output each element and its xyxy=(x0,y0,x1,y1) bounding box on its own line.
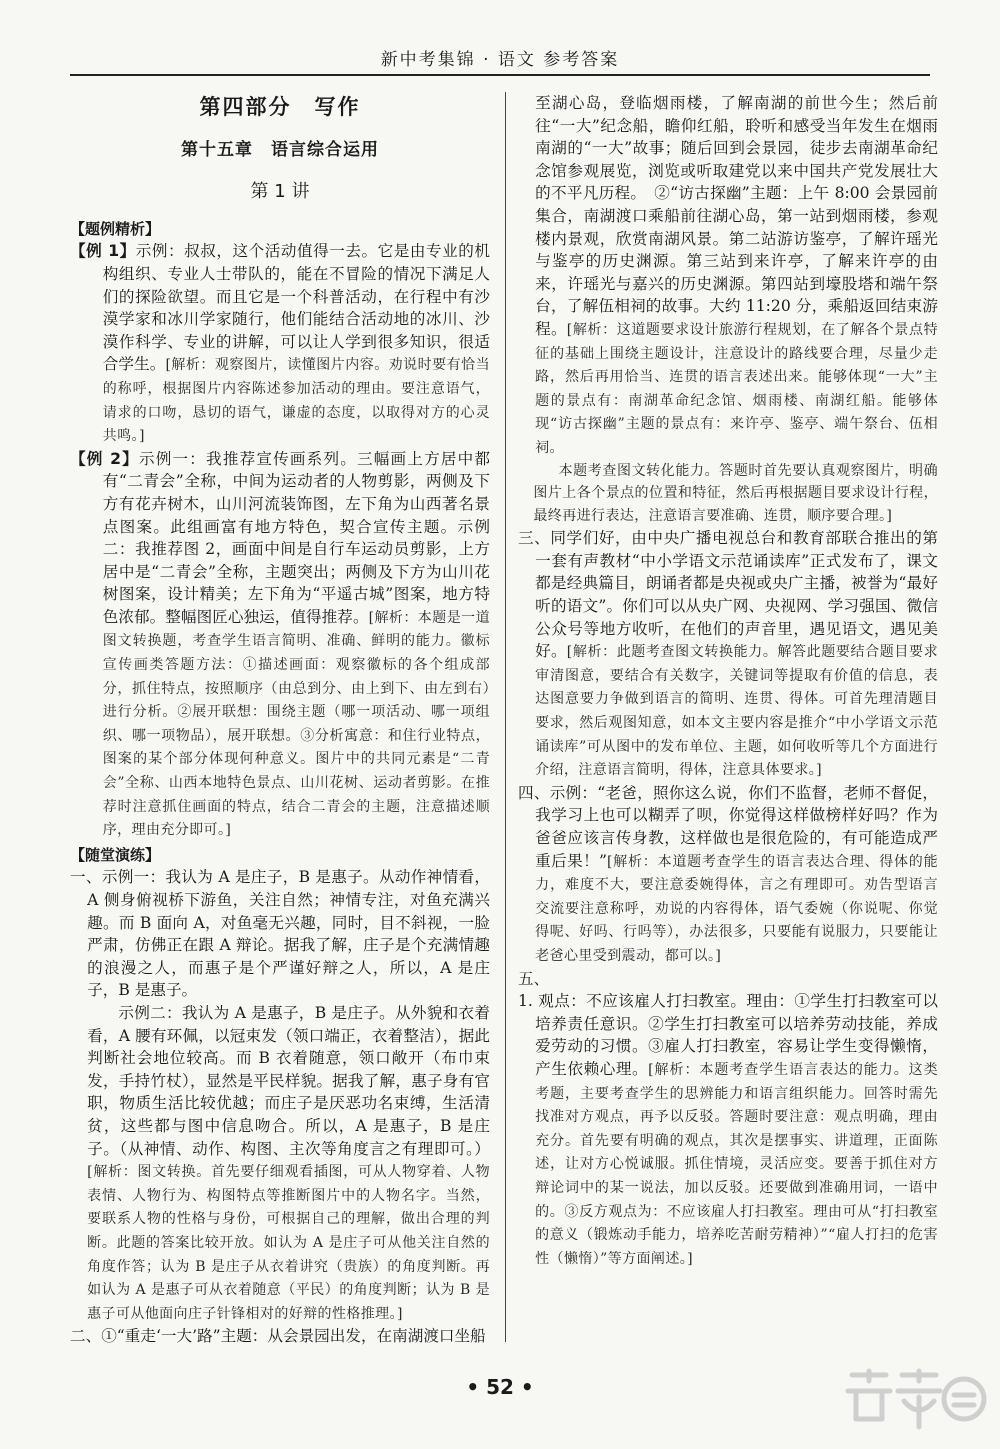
chapter-title: 第十五章 语言综合运用 xyxy=(181,139,379,160)
header-title: 新中考集锦 · 语文 参考答案 xyxy=(380,50,620,70)
section-heading-practice: 【随堂演练】 xyxy=(70,845,161,864)
question-5 xyxy=(518,990,938,1270)
lesson-title: 第 1 讲 xyxy=(250,181,310,203)
example-2-text: 示例一：我推荐宣传画系列。三幅画上方居中都有“二青会”全称，中间为运动者的人物剪影，两侧及下方有花卉树木，山川河流装饰图，左下角为山西著名景点图案。此组画富有地方特色，契合宣传主题。示例二：我推荐图 2，画面中间是自行车运动员剪影，上方居中是“二青会”全称，主题突出；两侧及下方为山川花树图案，设计精美；左下角为“平遥古城”图案，地方特色浓郁。整幅图匠心独运，值得推荐。 xyxy=(102,449,490,626)
question-4-analysis: [解析：本道题考查学生的语言表达合理、得体的能力，难度不大，要注意委婉得体，言之有理即可。劝告型语言交流要注意称呼，劝说的内容得体，语气委婉（你说呢、你觉得呢、好吗、行吗等），办法很多，只要能有说服力，只要能让老爸心里受到震动，都可以。] xyxy=(535,853,938,964)
question-1-text: 一、示例一：我认为 A 是庄子，B 是惠子。从动作神情看，A 侧身俯视桥下游鱼，关注自然；神情专注，对鱼充满兴趣。而 B 面向 A，对鱼毫无兴趣，同时，目不斜视，一脸严肃，仿佛正在跟 A 辩论。据我了解，庄子是个充满情趣的浪漫之人，而惠子是个严谨好辩之人，所以，A 是庄子，B 是惠子。 xyxy=(70,868,490,1000)
question-1-example-2 xyxy=(70,1002,490,1325)
question-5-analysis: [解析：本题考查学生语言表达的能力。这类考题，主要考查学生的思辨能力和语言组织能力。回答时需先找准对方观点，再予以反驳。答题时要注意：观点明确，理由充分。首先要有明确的观点，其次是摆事实、讲道理，正面陈述，让对方心悦诚服。抓住情境，灵活应变。要善于抓住对方辩论词中的某一说法，加以反驳。还要做到准确用词，一语中的。③反方观点为：不应该雇人打扫教室。理由可从“打扫教室的意义（锻炼动手能力，培养吃苦耐劳精神）”“雇人打扫的危害性（懒惰）”等方面阐述。] xyxy=(535,1061,938,1267)
question-3-text: 三、同学们好，由中央广播电视总台和教育部联合推出的第一套有声教材“中小学语文示范诵读库”正式发布了，课文都是经典篇目，朗诵者都是央视或央广主播，被誉为“最好听的语文”。你们可以从央广网、央视网、学习强国、微信公众号等地方收听，在他们的声音里，遇见语文，遇见美好。 xyxy=(518,529,938,661)
example-2 xyxy=(70,448,490,842)
question-3-analysis: [解析：此题考查图文转换能力。解答此题要结合题目要求审清图意，要结合有关数字，关键词等提取有价值的信息，表达图意要力争做到语言的简明、连贯、得体。可首先理清题目要求，然后观图知意，如本文主要内容是推介“中小学语文示范诵读库”可从图中的发布单位、主题，如何收听等几个方面进行介绍，注意语言简明，得体，注意具体要求。] xyxy=(535,644,938,779)
page-number: • 52 • xyxy=(466,1375,534,1399)
question-2-continued-text: 至湖心岛，登临烟雨楼，了解南湖的前世今生；然后前往“一大”纪念船，瞻仰红船，聆听和感受当年发生在烟雨南湖的“一大”故事；随后回到会景园，徒步去南湖革命纪念馆参观展览，浏览或听取建党以来中国共产党发展壮大的不平凡历程。 ②“访古探幽”主题：上午 8:00 会景园前集合，南湖渡口乘船前往湖心岛，第一站到烟雨楼，参观楼内景观，欣赏南湖风景。第二站游访鉴亭，了解许瑶光与鉴亭的历史渊源。第三站到来许亭，了解来许亭的由来，许瑶光与嘉兴的历史渊源。第四站到壕股塔和端午祭台，了解伍相祠的故事。大约 11:20 分，乘船返回结束游程。 xyxy=(535,94,938,338)
column-divider xyxy=(505,92,506,1342)
question-2-start xyxy=(70,1325,490,1348)
question-3 xyxy=(518,527,938,782)
question-1 xyxy=(70,866,490,1002)
question-1-analysis: [解析：图文转换。首先要仔细观看插图，可从人物穿着、人物表情、人物行为、构图特点等推断图片中的人物名字。当然，要联系人物的性格与身份，可根据自己的理解，做出合理的判断。此题的答案比较开放。如认为 A 是庄子可从他关注自然的角度作答；认为 B 是庄子从衣着讲究（贵族）的角度判断。再如认为 A 是惠子可从衣着随意（平民）的角度判断；认为 B 是惠子可从他面向庄子针锋相对的好辩的性格推理。] xyxy=(87,1164,490,1322)
right-column xyxy=(518,92,938,1270)
question-4-text: 四、示例：“老爸，照你这么说，你们不监督，老师不督促，我学习上也可以糊弄了呗，你觉得这样做榜样好吗？作为爸爸应该言传身教，这样做也是很危险的，有可能造成严重后果！” xyxy=(518,783,938,870)
example-1-text: 示例：叔叔，这个活动值得一去。它是由专业的机构组织、专业人士带队的，能在不冒险的情况下满足人们的探险欲望。而且它是一个科普活动，在行程中有沙漠学家和冰川学家随行，他们能结合活动地的冰川、沙漠作科学、专业的讲解，可以让人学到很多知识，很适合学生。 xyxy=(102,242,490,374)
question-1-text-2: 示例二：我认为 A 是惠子，B 是庄子。从外貌和衣着看，A 腰有环佩，以冠束发（领口端正，衣着整洁），据此判断社会地位较高。而 B 衣着随意，领口敞开（布巾束发，手持竹杖），显然是平民样貌。据我了解，惠子身有官职，物质生活比较优越；而庄子是厌恶功名束缚，生活清贫，这些都与图中信息吻合。所以，A 是惠子，B 是庄子。（从神情、动作、构图、主次等角度言之有理即可。） xyxy=(87,1003,490,1158)
question-2-analysis-2: 本题考查图文转化能力。答题时首先要认真观察图片，明确图片上各个景点的位置和特征，然后再根据题目要求设计行程，最终再进行表达，注意语言要准确、连贯，顺序要合理。] xyxy=(533,462,938,524)
left-column xyxy=(70,92,490,1348)
example-1 xyxy=(70,240,490,447)
section-heading-examples: 【题例精析】 xyxy=(70,219,161,238)
example-1-label: 【例 1】 xyxy=(70,242,136,261)
page-header xyxy=(70,48,930,76)
example-1-analysis: [解析：观察图片，读懂图片内容。劝说时要有恰当的称呼，根据图片内容陈述参加活动的理由。要注意语气，请求的口吻，恳切的语气，谦虚的态度，以取得对方的心灵共鸣。] xyxy=(102,357,490,445)
question-5-heading: 五、 xyxy=(518,969,550,988)
question-4 xyxy=(518,782,938,968)
question-2-analysis: [解析：这道题要求设计旅游行程规划，在了解各个景点特征的基础上围绕主题设计，注意设计的路线要合理，尽量少走路，然后再用恰当、连贯的语言表述出来。能够体现“一大”主题的景点有：南湖革命纪念馆、烟雨楼、南湖红船。能够体现“访古探幽”主题的景点有：来许亭、鉴亭、端午祭台、伍相祠。 xyxy=(535,321,938,456)
example-2-label: 【例 2】 xyxy=(70,449,139,468)
question-2-continued xyxy=(518,92,938,460)
example-2-analysis: [解析：本题是一道图文转换题，考查学生语言简明、准确、鲜明的能力。徽标宣传画类答题方法：①描述画面：观察徽标的各个组成部分，抓住特点，按照顺序（由总到分、由上到下、由左到右）进行分析。②展开联想：围绕主题（哪一项活动、哪一项组织、哪一项物品），展开联想。③分析寓意：和住行业特点，图案的某个部分体现何种意义。图片中的共同元素是“二青会”全称、山西本地特色景点、山川花树、运动者剪影。在推荐时注意抓住画面的特点，结合二青会的主题，注意描述顺序，理由充分即可。] xyxy=(102,609,490,839)
question-2-start-text: 二、①“重走‘一大’路”主题：从会景园出发，在南湖渡口坐船 xyxy=(70,1327,486,1346)
watermark-logo-icon xyxy=(838,1361,988,1441)
part-title: 第四部分 写作 xyxy=(199,95,361,119)
question-5-text: 1. 观点：不应该雇人打扫教室。理由：①学生打扫教室可以培养责任意识。②学生打扫教室可以培养劳动技能，养成爱劳动的习惯。③雇人打扫教室，容易让学生变得懒惰，产生依赖心理。 xyxy=(518,992,938,1078)
